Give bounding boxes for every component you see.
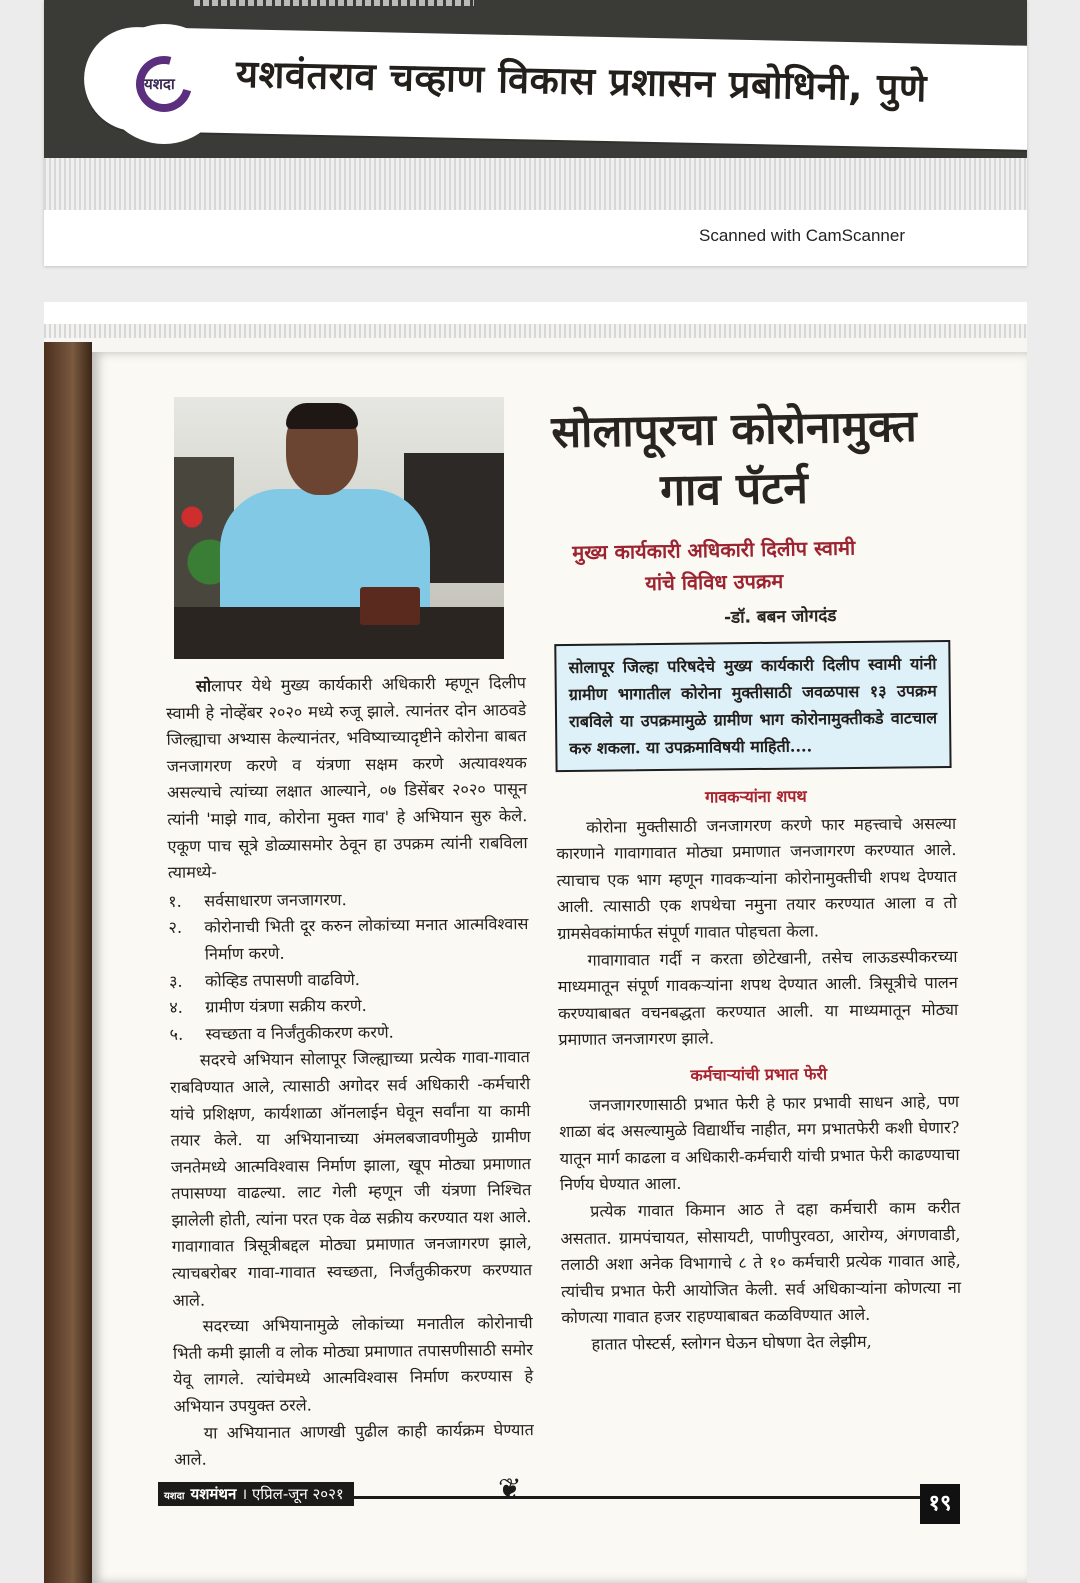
subtitle-line-2: यांचे विविध उपक्रम xyxy=(645,568,784,596)
list-number: ३. xyxy=(168,971,183,991)
body-paragraph: गावागावात गर्दी न करता छोटेखानी, तसेच लाऊडस्पीकरच्या माध्यमातून संपूर्ण गावकऱ्यांना शपथ देण्यात आली. त्रिसूत्रीचे पालन करण्याबाबत वचनबद्धता करण्यात आली. या माध्यमातून मोठ्या प्रमाणात जनजागरण झाले. xyxy=(557,946,959,1050)
list-number: ५. xyxy=(169,1024,184,1044)
intro-paragraph: सोलापर येथे मुख्य कार्यकारी अधिकारी म्हणून दिलीप स्वामी हे नोव्हेंबर २०२० मध्ये रुजू झाले. त्यानंतर दोन आठवडे जिल्ह्याचा अभ्यास केल्यानंतर, भविष्याच्यादृष्टीने कोरोना बाबत जनजागरण करणे व यंत्रणा सक्षम करणे अत्यावश्यक असल्याचे त्यांच्या लक्षात आल्याने, ०७ डिसेंबर २०२० पासून त्यांनी 'माझे गाव, कोरोना मुक्त गाव' हे अभियान सुरु केले. एकूण पाच सूत्रे डोळ्यासमोर ठेवून हा उपक्रम त्यांनी राबविला त्यामध्ये- xyxy=(166,673,528,883)
subtitle-line-1: मुख्य कार्यकारी अधिकारी दिलीप स्वामी xyxy=(572,535,856,565)
page-footer xyxy=(158,1472,958,1516)
body-paragraph: प्रत्येक गावात किमान आठ ते दहा कर्मचारी काम करीत असतात. ग्रामपंचायत, सोसायटी, पाणीपुरवठा, आरोग्य, अंगणवाडी, तलाठी अशा अनेक विभागाचे ८ ते १० कर्मचारी प्रत्येक गावात आहे, त्यांचीच प्रभात फेरी आयोजित केली. सर्व अधिकाऱ्यांना कोणत्या ना कोणत्या गावात हजर राहण्याबाबत कळविण्यात आले. xyxy=(560,1197,962,1328)
list-number: ४. xyxy=(169,997,183,1018)
page-number: १९ xyxy=(920,1484,960,1524)
officer-photo xyxy=(174,397,504,659)
section-heading-rally: कर्मचाऱ्यांची प्रभात फेरी xyxy=(690,1064,828,1085)
list-item xyxy=(168,911,529,968)
left-column xyxy=(166,670,534,1474)
person-hair xyxy=(286,403,358,429)
cropped-text-line xyxy=(194,0,474,6)
list-item xyxy=(169,965,529,995)
article-author: -डॉ. बबन जोगदंड xyxy=(723,606,837,628)
ornament-icon: ❦ xyxy=(498,1472,522,1505)
scanner-watermark: Scanned with CamScanner xyxy=(698,226,905,245)
article-subtitle xyxy=(513,531,914,602)
right-column xyxy=(554,640,961,1359)
list-text: सर्वसाधारण जनजागरण. xyxy=(204,889,347,911)
list-item xyxy=(168,885,528,915)
body-paragraph: कोरोना मुक्तीसाठी जनजागरण करणे फार महत्त्वाचे असल्या कारणाने गावागावात मोठ्या प्रमाणात जनजागरण करण्यात आले. त्याचाच एक भाग म्हणून गावकऱ्यांना कोरोनामुक्तीची शपथ देण्यात आली. त्यासाठी एक शपथेचा नमुना तयार करण्यात आला व तो ग्रामसेवकांमार्फत संपूर्ण गावात पोहचता केला. xyxy=(556,813,958,944)
list-text: कोव्हिड तपासणी वाढविणे. xyxy=(204,969,360,991)
title-line-2: गाव पॅटर्न xyxy=(659,462,809,517)
magazine-label xyxy=(158,1482,354,1506)
summary-box: सोलापूर जिल्हा परिषदेचे मुख्य कार्यकारी दिलीप स्वामी यांनी ग्रामीण भागातील कोरोना मुक्तीसाठी जवळपास १३ उपक्रम राबविले या उपक्रमामुळे ग्रामीण भाग कोरोनामुक्तीकडे वाटचाल करु शकला. या उपक्रमाविषयी माहिती.... xyxy=(554,640,951,772)
section-heading-oath: गावकऱ्यांना शपथ xyxy=(705,786,807,807)
pen-stand xyxy=(360,587,420,625)
list-text: ग्रामीण यंत्रणा सक्रीय करणे. xyxy=(205,995,367,1017)
book-spine xyxy=(44,342,92,1583)
magazine-name: यशमंथन xyxy=(190,1485,237,1503)
body-paragraph: सदरच्या अभियानामुळे लोकांच्या मनातील कोरोनाची भिती कमी झाली व लोक मोठ्या प्रमाणात तपासणीसाठी समोर येवू लागले. त्यांचेमध्ये आत्मविश्वास निर्माण करण्यास हे अभियान उपयुक्त ठरले. xyxy=(172,1313,534,1416)
title-line-1: सोलापूरचा कोरोनामुक्त xyxy=(550,400,918,459)
body-paragraph: या अभियानात आणखी पुढील काही कार्यक्रम घेण्यात आले. xyxy=(173,1419,534,1470)
desk xyxy=(174,607,504,659)
scanned-page-article xyxy=(44,302,1027,1583)
list-text: कोरोनाची भिती दूर करुन लोकांच्या मनात आत्मविश्वास निर्माण करणे. xyxy=(204,914,529,964)
logo-text: यशदा xyxy=(144,75,175,93)
page-edge-texture xyxy=(44,324,1027,338)
page-top-strip xyxy=(44,302,1027,324)
institute-title: यशवंतराव चव्हाण विकास प्रशासन प्रबोधिनी, पुणे xyxy=(235,51,928,111)
footer-logo-text: यशदा xyxy=(164,1491,185,1502)
list-item xyxy=(169,991,529,1021)
article-title xyxy=(514,400,954,520)
page-edge-texture xyxy=(44,158,1027,210)
issue-date: । एप्रिल-जून २०२१ xyxy=(241,1485,344,1503)
body-paragraph: सदरचे अभियान सोलापूर जिल्ह्याच्या प्रत्येक गावा-गावात राबविण्यात आले, त्यासाठी अगोदर सर्व अधिकारी -कर्मचारी यांचे प्रशिक्षण, कार्यशाळा ऑनलाईन घेवून सर्वांना या कामी तयार केले. या अभियानाच्या अंमलबजावणीमुळे ग्रामीण जनतेमध्ये आत्मविश्वास निर्माण झाला, खूप मोठ्या प्रमाणात तपासण्या वाढल्या. लाट गेली म्हणून जी यंत्रणा निश्चित झालेली होती, त्यांना परत एक वेळ सक्रीय करण्यात यश आले. गावागावात त्रिसूत्रीबद्दल मोठ्या प्रमाणात जनजागरण झाले, त्याचबरोबर गावा-गावात स्वच्छता, निर्जंतुकीकरण करण्यात आले. xyxy=(170,1047,533,1310)
list-text: स्वच्छता व निर्जंतुकीकरण करणे. xyxy=(205,1022,394,1044)
body-paragraph: हातात पोस्टर्स, स्लोगन घेऊन घोषणा देत लेझीम, xyxy=(591,1331,872,1354)
list-item xyxy=(169,1018,529,1048)
body-paragraph: जनजागरणासाठी प्रभात फेरी हे फार प्रभावी साधन आहे, पण शाळा बंद असल्यामुळे विद्यार्थीच नाहीत, मग प्रभातफेरी कशी घेणार? यातून मार्ग काढला व अधिकारी-कर्मचारी यांची प्रभात फेरी काढण्याचा निर्णय घेण्यात आला. xyxy=(559,1091,960,1195)
list-number: २. xyxy=(168,918,183,938)
five-points-list xyxy=(168,885,530,1048)
list-number: १. xyxy=(168,891,182,911)
scanned-page-top xyxy=(44,0,1027,266)
